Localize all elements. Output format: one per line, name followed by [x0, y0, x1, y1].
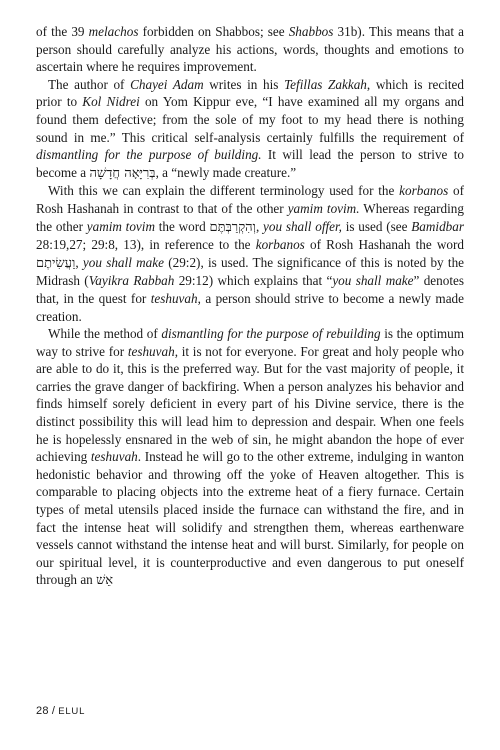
text-run: writes in his — [203, 76, 285, 92]
text-run: (29:2), is used. The significance of this is noted by the Midrash ( — [36, 254, 465, 289]
body-paragraph — [36, 23, 464, 76]
italic-term: dismantling for the purpose of building. — [36, 147, 262, 163]
text-run: , — [255, 218, 264, 234]
body-paragraph — [36, 325, 464, 590]
page-footer — [36, 705, 85, 717]
text-run: . Instead he will go to the other extreme, indulging in wanton hedonistic behavior and throwing off the yoke of Heaven altogether. This is comparable to placing objects into the extreme heat of a fiery furnace. Certain types of metal utensils placed inside the furnace can withstand the fire, and in fact the intense heat will solidify and strengthen them, whereas earthenware vessels cannot withstand the intense heat and will burst. Similarly, for people on our spiritual level, it is counterproductive and even dangerous to put oneself through an — [36, 449, 465, 588]
text-run: 29:12) which explains that “ — [174, 273, 333, 289]
hebrew-term: וְהִקְרַבְּתֶּם — [209, 219, 256, 235]
italic-term: Kol Nidrei — [82, 94, 140, 110]
text-run: is the optimum way to strive for — [36, 326, 464, 359]
italic-term: teshuvah — [127, 343, 175, 359]
text-run: Whereas regarding the other — [36, 200, 464, 234]
text-run: , it is not for everyone. For great and holy people who are able to do it, this is the preferred way. But for the vast majority of people, it carries the grave danger of backfiring. When a person analyzes his behavior and finds himself sorely deficient in every part of his Divine service, there is the distinct possibility this will lead him to depression and despair. When one feels he is hopelessly ensnared in the web of sin, he might abandon the hope of ever achieving — [36, 343, 464, 465]
text-run: forbidden on Shabbos; see — [138, 24, 289, 39]
text-run: With this we can explain the different terminology used for the — [48, 183, 400, 199]
text-run: of Rosh Hashanah the word — [304, 237, 465, 253]
text-run: , a “newly made creature.” — [155, 164, 297, 180]
text-run: , — [75, 254, 83, 270]
page-number: 28 — [36, 705, 49, 717]
hebrew-term: אֵשׁ — [96, 573, 114, 589]
italic-term: yamim tovim — [86, 218, 155, 234]
italic-term: Vayikra Rabbah — [88, 273, 175, 289]
text-run: The author of — [48, 76, 131, 92]
text-run: While the method of — [48, 326, 162, 342]
italic-term: teshuvah — [90, 449, 138, 465]
text-run: of the 39 — [36, 24, 89, 39]
italic-term: Tefillas Zakkah — [284, 76, 367, 92]
text-run: 28:19,27; 29:8, 13), in reference to the — [36, 237, 256, 253]
italic-term: you shall make — [332, 273, 414, 289]
text-run: ” denotes that, in the quest for — [36, 273, 464, 306]
body-paragraph — [36, 182, 464, 325]
page-body — [36, 23, 464, 590]
body-paragraph — [36, 76, 464, 183]
text-run: on Yom Kippur eve, “I have examined all my organs and found them defective; from the sole of my foot to my head there is nothing sound in me.” This critical self-analysis certainly fulfills the requirement of — [36, 94, 464, 145]
italic-term: melachos — [88, 24, 139, 39]
italic-term: teshuvah — [150, 290, 198, 306]
text-run: , a person should strive to become a newly made creation. — [36, 290, 464, 324]
italic-term: dismantling for the purpose of rebuilding — [161, 326, 381, 342]
italic-term: Shabbos — [288, 24, 334, 39]
text-run: the word — [154, 218, 210, 234]
text-run: is used (see — [341, 218, 412, 234]
italic-term: Chayei Adam — [130, 76, 204, 92]
text-run: It will lead the person to strive to become a — [36, 147, 464, 180]
hebrew-term: וַעֲשִׂיתֶם — [36, 255, 76, 271]
footer-separator: / — [51, 705, 56, 717]
text-run: , which is recited prior to — [36, 76, 464, 110]
hebrew-term: בְּרִיָּאָה חֲדָשָׁה — [89, 165, 156, 181]
text-run: of Rosh Hashanah in contrast to that of the other — [36, 183, 464, 216]
italic-term: korbanos — [255, 237, 305, 253]
italic-term: you shall offer, — [263, 218, 342, 234]
running-section-title: ELUL — [58, 706, 86, 717]
italic-term: Bamidbar — [411, 218, 464, 234]
italic-term: yamim tovim. — [287, 200, 360, 216]
text-run: 31b). This means that a person should carefully analyze his actions, words, thoughts and emotions to ascertain where he requires improvement. — [36, 24, 464, 75]
italic-term: you shall make — [82, 254, 164, 270]
italic-term: korbanos — [399, 183, 449, 199]
